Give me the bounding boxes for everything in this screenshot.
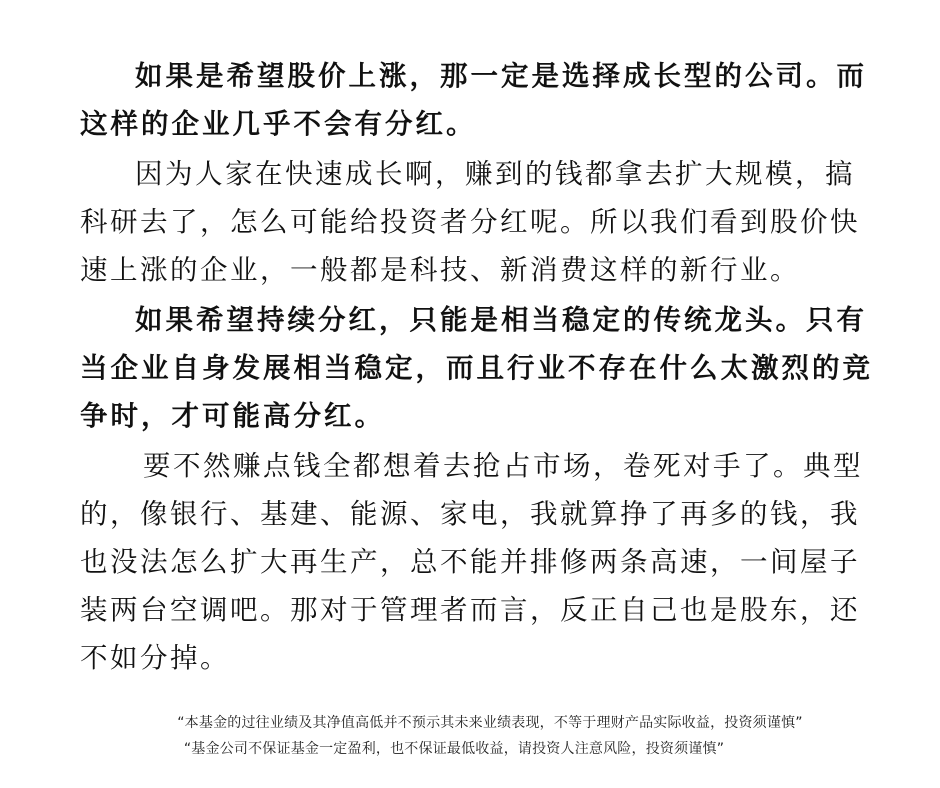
paragraph-dividend-stocks: 如果希望持续分红，只能是相当稳定的传统龙头。只有当企业自身发展相当稳定，而且行业不存在什么太激烈的竞争时，才可能高分红。 [80,304,873,432]
risk-disclaimer-guarantee: “基金公司不保证基金一定盈利，也不保证最低收益，请投资人注意风险，投资须谨慎” [183,741,725,757]
paragraph-growth-reason: 因为人家在快速成长啊，赚到的钱都拿去扩大规模，搞科研去了，怎么可能给投资者分红呢。所以我们看到股价快速上涨的企业，一般都是科技、新消费这样的新行业。 [80,158,860,286]
risk-disclaimer-performance: “本基金的过往业绩及其净值高低并不预示其未来业绩表现，不等于理财产品实际收益，投资须谨慎” [177,715,803,731]
paragraph-growth-stocks: 如果是希望股价上涨，那一定是选择成长型的公司。而这样的企业几乎不会有分红。 [80,60,867,140]
article-body [80,52,880,682]
paragraph-dividend-reason: 要不然赚点钱全都想着去抢占市场，卷死对手了。典型的，像银行、基建、能源、家电，我就算挣了再多的钱，我也没法怎么扩大再生产，总不能并排修两条高速，一间屋子装两台空调吧。那对于管理者而言，反正自己也是股东，还不如分掉。 [80,450,863,674]
